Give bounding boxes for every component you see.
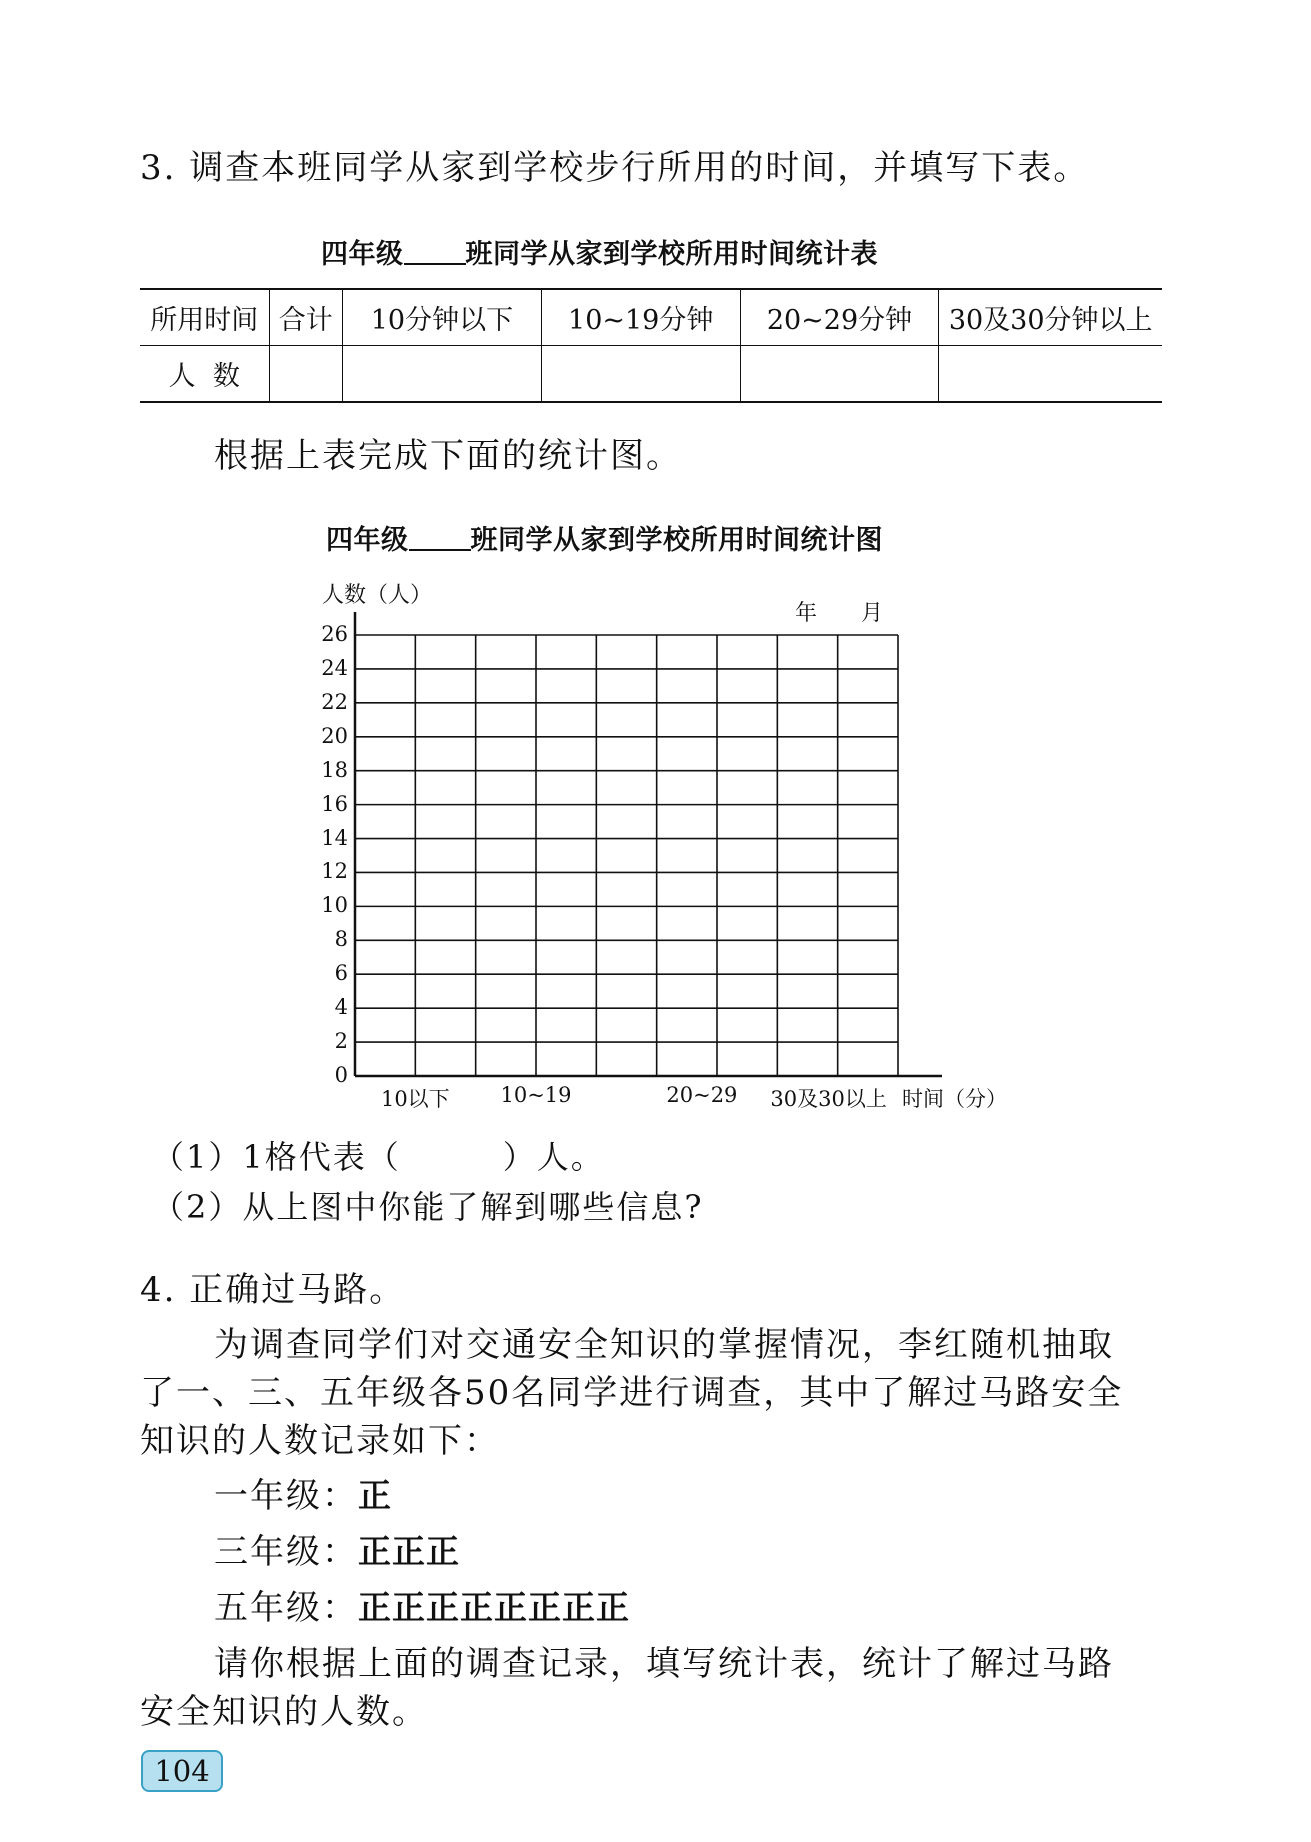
- y-tick-label: 12: [321, 859, 348, 884]
- q4-closing-line1: 请你根据上面的调查记录，填写统计表，统计了解过马路: [214, 1644, 1114, 1684]
- q3-heading: 3. 调查本班同学从家到学校步行所用的时间，并填写下表。: [140, 148, 1090, 188]
- y-tick-label: 24: [321, 655, 348, 680]
- page-number-badge: 104: [141, 1750, 223, 1792]
- header-cell-30-plus: 30及30分钟以上: [939, 289, 1162, 346]
- q4-heading: 4. 正确过马路。: [140, 1270, 406, 1310]
- header-cell-20-29: 20~29分钟: [740, 289, 939, 346]
- row-label-count: 人 数: [140, 346, 269, 403]
- x-category-label: 20~29: [666, 1083, 738, 1107]
- record-grade1-label: 一年级：: [214, 1476, 358, 1516]
- q4-para-line1: 为调查同学们对交通安全知识的掌握情况，李红随机抽取: [214, 1325, 1114, 1365]
- record-grade5: [214, 1580, 630, 1629]
- record-grade5-label: 五年级：: [214, 1588, 358, 1628]
- record-grade3: [214, 1524, 460, 1573]
- x-category-label: 30及30以上: [770, 1087, 887, 1111]
- y-tick-label: 10: [321, 893, 348, 918]
- q3-sub2: （2）从上图中你能了解到哪些信息?: [152, 1188, 704, 1226]
- table-title-rest: 班同学从家到学校所用时间统计表: [465, 239, 878, 270]
- y-tick-label: 2: [334, 1029, 348, 1054]
- record-grade5-tally: 正正正正正正正正: [358, 1588, 630, 1627]
- q4-para-line2: 了一、三、五年级各50名同学进行调查，其中了解过马路安全: [140, 1373, 1124, 1413]
- y-tick-label: 16: [321, 791, 348, 816]
- q4-para-line3: 知识的人数记录如下：: [140, 1421, 500, 1461]
- header-cell-10-19: 10~19分钟: [541, 289, 740, 346]
- chart-instruction: 根据上表完成下面的统计图。: [214, 436, 682, 476]
- y-tick-label: 0: [334, 1063, 348, 1087]
- chart-date-label: 年 月: [795, 601, 884, 626]
- y-tick-label: 26: [321, 622, 348, 646]
- header-cell-under-10: 10分钟以下: [343, 289, 542, 346]
- header-cell-total: 合计: [269, 289, 343, 346]
- y-tick-label: 18: [321, 757, 348, 782]
- y-tick-label: 14: [321, 825, 348, 850]
- q4-closing-line2: 安全知识的人数。: [140, 1692, 428, 1732]
- y-tick-label: 20: [321, 723, 348, 748]
- table-title-grade: 四年级: [321, 239, 404, 270]
- y-tick-label: 4: [334, 995, 348, 1020]
- y-tick-label: 8: [334, 927, 348, 952]
- chart-title-grade: 四年级: [326, 525, 409, 556]
- x-category-label: 10以下: [380, 1087, 450, 1111]
- record-grade3-label: 三年级：: [214, 1532, 358, 1572]
- chart-y-label: 人数（人）: [322, 583, 433, 608]
- q3-sub1: （1）1格代表（ ）人。: [152, 1138, 605, 1176]
- chart-x-label: 时间（分）: [902, 1087, 1007, 1111]
- header-cell-time: 所用时间: [140, 289, 269, 346]
- record-grade1: [214, 1468, 392, 1517]
- record-grade1-tally: 正: [358, 1476, 392, 1515]
- record-grade3-tally: 正正正: [358, 1532, 460, 1571]
- y-tick-label: 6: [334, 961, 348, 986]
- chart-title-rest: 班同学从家到学校所用时间统计图: [470, 525, 883, 556]
- x-category-label: 10~19: [500, 1083, 572, 1107]
- chart-grid: [355, 635, 898, 1076]
- y-tick-label: 22: [321, 689, 348, 714]
